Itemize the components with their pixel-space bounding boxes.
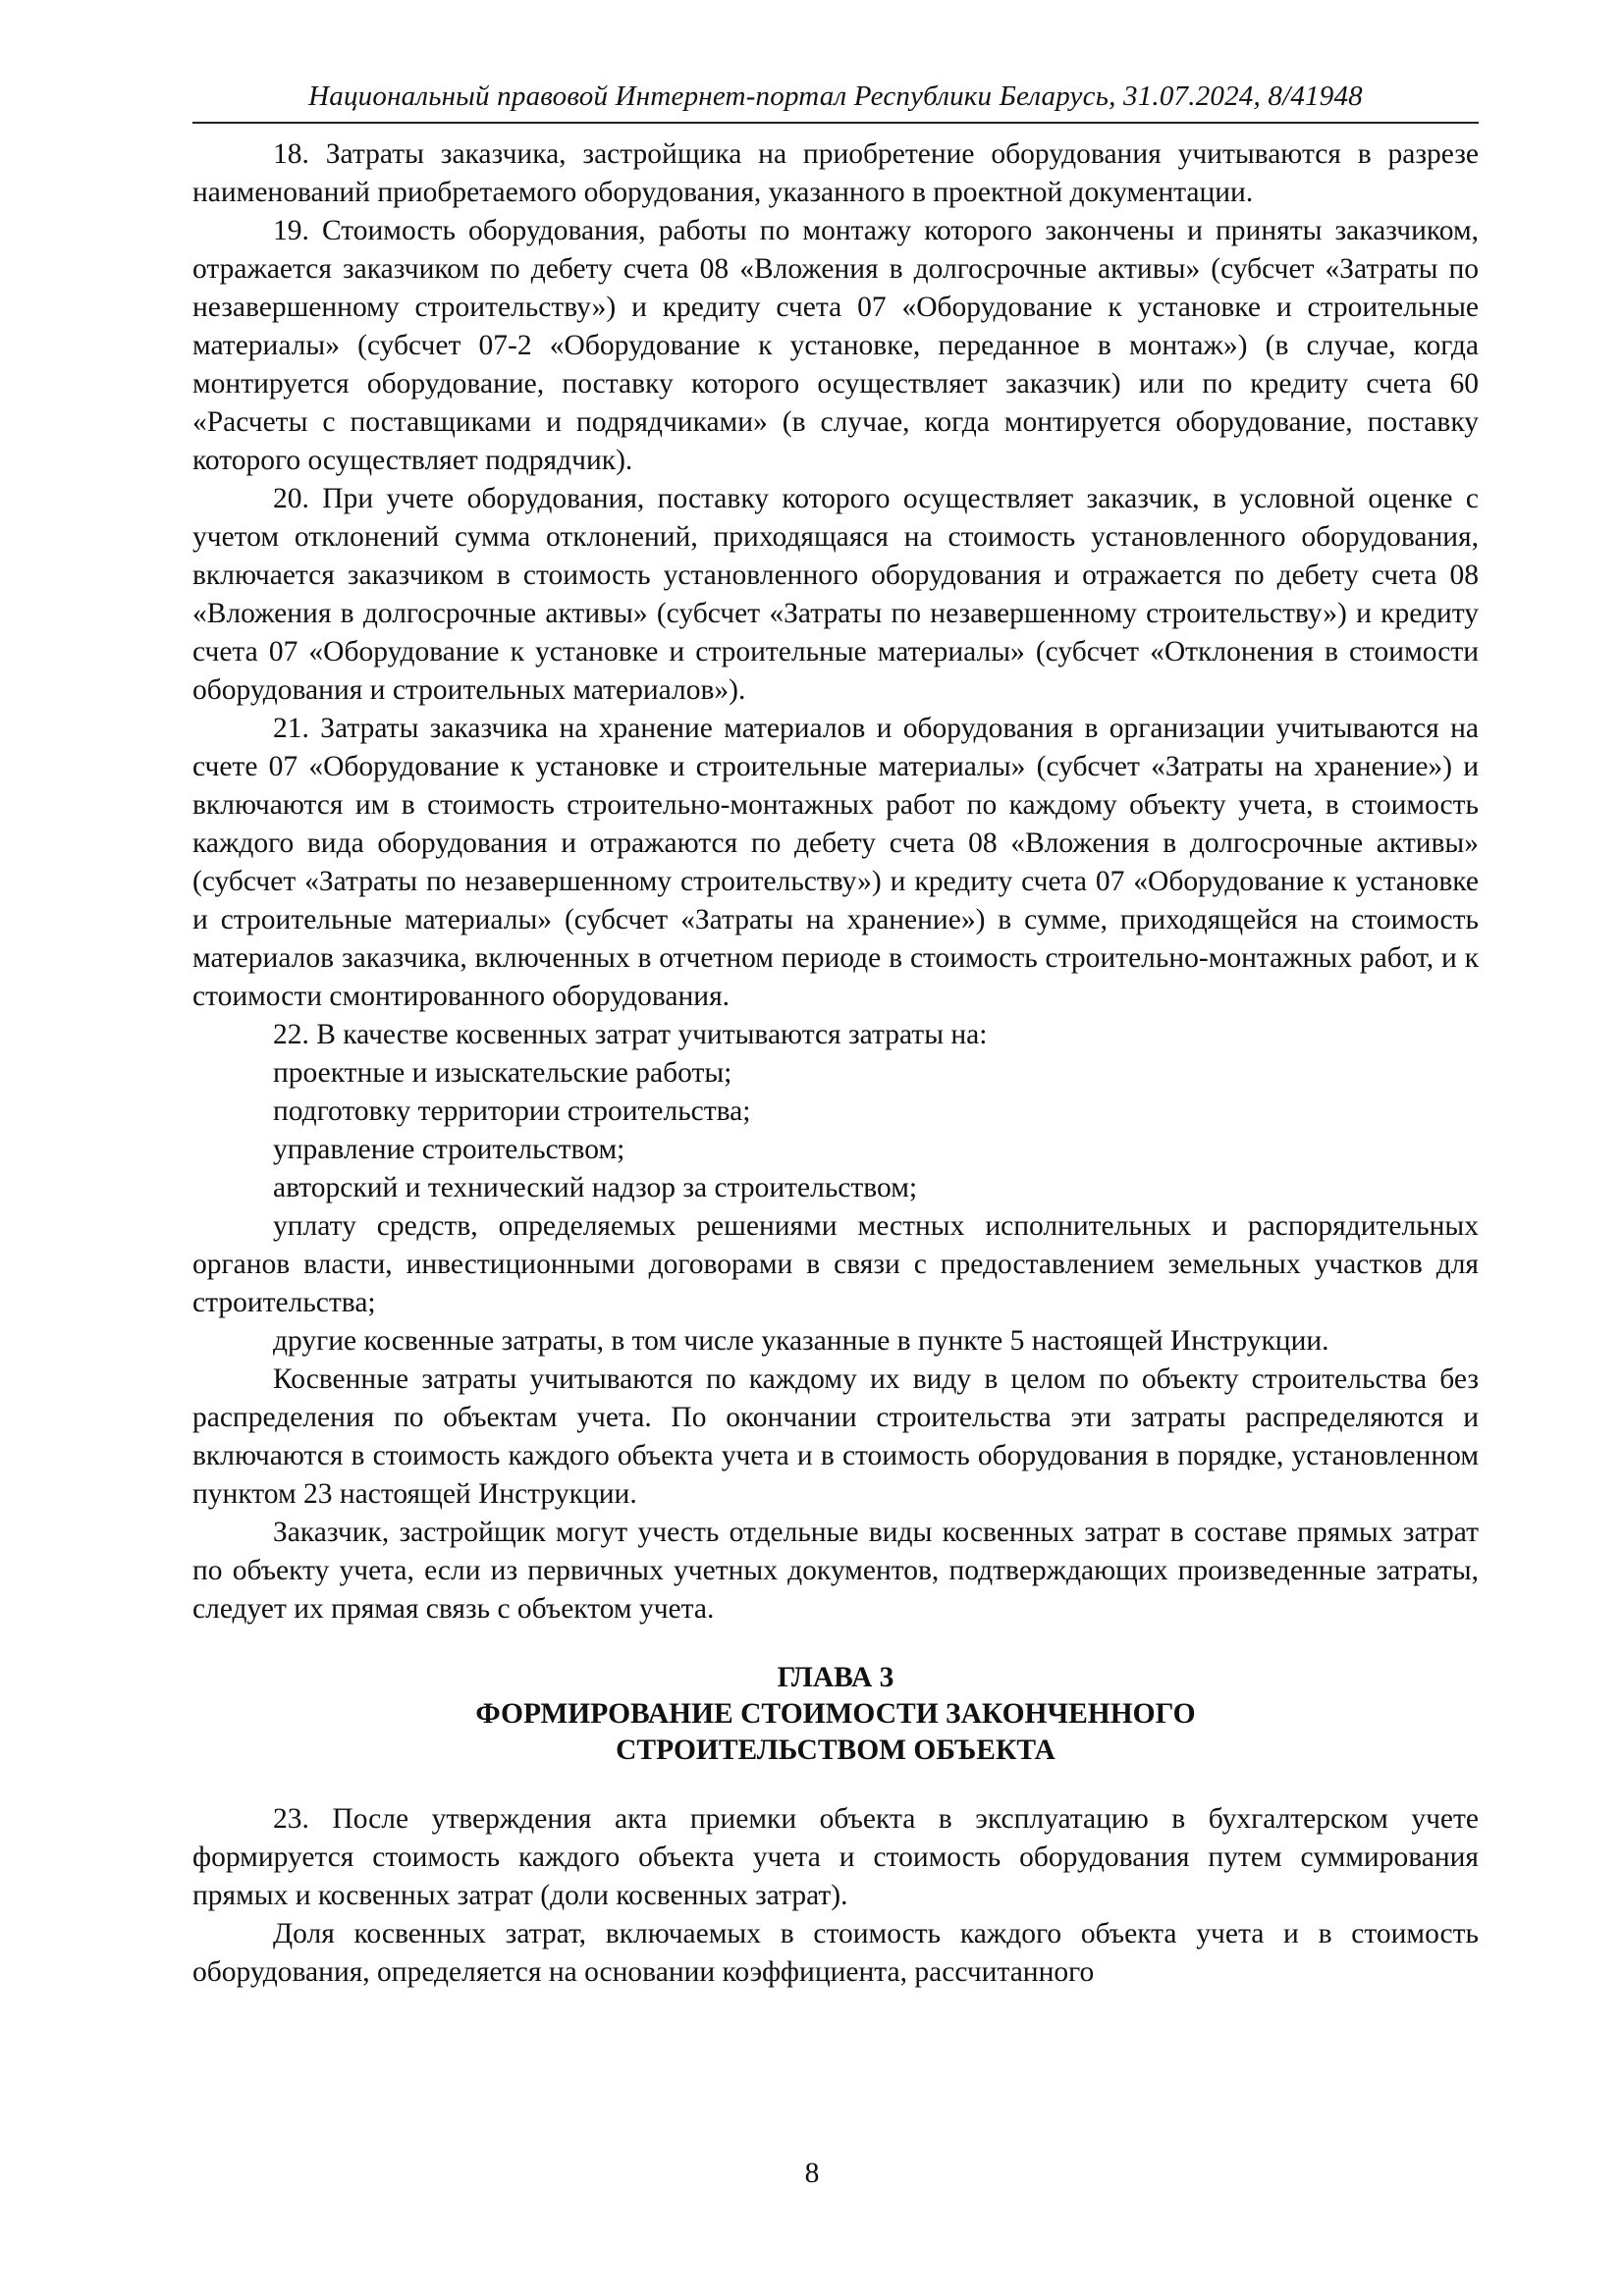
paragraph-indirect-costs: Косвенные затраты учитываются по каждому их виду в целом по объекту строительства без распределения по объектам учета. По окончании строительства эти затраты распределяются и включаются в стоимость каждого объекта учета и в стоимость оборудования в порядке, установленном пунктом 23 настоящей Инструкции. bbox=[192, 1363, 1479, 1510]
paragraph-20: 20. При учете оборудования, поставку которого осуществляет заказчик, в условной оценке с учетом отклонений сумма отклонений, приходящаяся на стоимость установленного оборудования, включается заказчиком в стоимость установленного оборудования и отражается по дебету счета 08 «Вложения в долгосрочные активы» (субсчет «Затраты по незавершенному строительству») и кредиту счета 07 «Оборудование к установке и строительные материалы» (субсчет «Отклонения в стоимости оборудования и строительных материалов»). bbox=[192, 483, 1479, 706]
list-item: другие косвенные затраты, в том числе указанные в пункте 5 настоящей Инструкции. bbox=[273, 1325, 1329, 1357]
list-item: подготовку территории строительства; bbox=[273, 1095, 751, 1127]
chapter-number: ГЛАВА 3 bbox=[777, 1662, 894, 1693]
chapter-title-line-2: СТРОИТЕЛЬСТВОМ ОБЪЕКТА bbox=[616, 1735, 1056, 1766]
chapter-title-line-1: ФОРМИРОВАНИЕ СТОИМОСТИ ЗАКОНЧЕННОГО bbox=[475, 1698, 1196, 1730]
paragraph-21: 21. Затраты заказчика на хранение материалов и оборудования в организации учитываются на счете 07 «Оборудование к установке и строительные материалы» (субсчет «Затраты на хранение») и включаются им в стоимость строительно-монтажных работ по каждому объекту учета, в стоимость каждого вида оборудования и отражаются по дебету счета 08 «Вложения в долгосрочные активы» (субсчет «Затраты по незавершенному строительству») и кредиту счета 07 «Оборудование к установке и строительные материалы» (субсчет «Затраты на хранение») в сумме, приходящейся на стоимость материалов заказчика, включенных в отчетном периоде в стоимость строительно-монтажных работ, и к стоимости смонтированного оборудования. bbox=[192, 713, 1479, 1012]
page-number: 8 bbox=[804, 2158, 820, 2189]
list-item: уплату средств, определяемых решениями местных исполнительных и распорядительных органов власти, инвестиционными договорами в связи с предоставлением земельных участков для строительства; bbox=[192, 1210, 1479, 1318]
paragraph-indirect-share: Доля косвенных затрат, включаемых в стоимость каждого объекта учета и в стоимость оборудования, определяется на основании коэффициента, рассчитанного bbox=[192, 1918, 1479, 1988]
header-text: Национальный правовой Интернет-портал Республики Беларусь, 31.07.2024, 8/41948 bbox=[308, 80, 1363, 112]
list-item: авторский и технический надзор за строительством; bbox=[273, 1172, 918, 1203]
paragraph-22: 22. В качестве косвенных затрат учитываются затраты на: bbox=[273, 1019, 988, 1050]
paragraph-19: 19. Стоимость оборудования, работы по монтажу которого закончены и приняты заказчиком, отражается заказчиком по дебету счета 08 «Вложения в долгосрочные активы» (субсчет «Затраты по незавершенному строительству») и кредиту счета 07 «Оборудование к установке и строительные материалы» (субсчет 07-2 «Оборудование к установке, переданное в монтаж») (в случае, когда монтируется оборудование, поставку которого осуществляет заказчик) или по кредиту счета 60 «Расчеты с поставщиками и подрядчиками» (в случае, когда монтируется оборудование, поставку которого осуществляет подрядчик). bbox=[192, 215, 1479, 476]
chapter-heading bbox=[192, 1660, 1479, 1769]
paragraph-18: 18. Затраты заказчика, застройщика на приобретение оборудования учитываются в разрезе наименований приобретаемого оборудования, указанного в проектной документации. bbox=[192, 138, 1479, 208]
paragraph-customer-developer: Заказчик, застройщик могут учесть отдельные виды косвенных затрат в составе прямых затрат по объекту учета, если из первичных учетных документов, подтверждающих произведенные затраты, следует их прямая связь с объектом учета. bbox=[192, 1517, 1479, 1625]
document-body bbox=[192, 135, 1479, 1992]
document-header bbox=[192, 77, 1479, 124]
paragraph-23: 23. После утверждения акта приемки объекта в эксплуатацию в бухгалтерском учете формируется стоимость каждого объекта учета и стоимость оборудования путем суммирования прямых и косвенных затрат (доли косвенных затрат). bbox=[192, 1803, 1479, 1911]
list-item: проектные и изыскательские работы; bbox=[273, 1057, 732, 1089]
list-item: управление строительством; bbox=[273, 1134, 625, 1165]
